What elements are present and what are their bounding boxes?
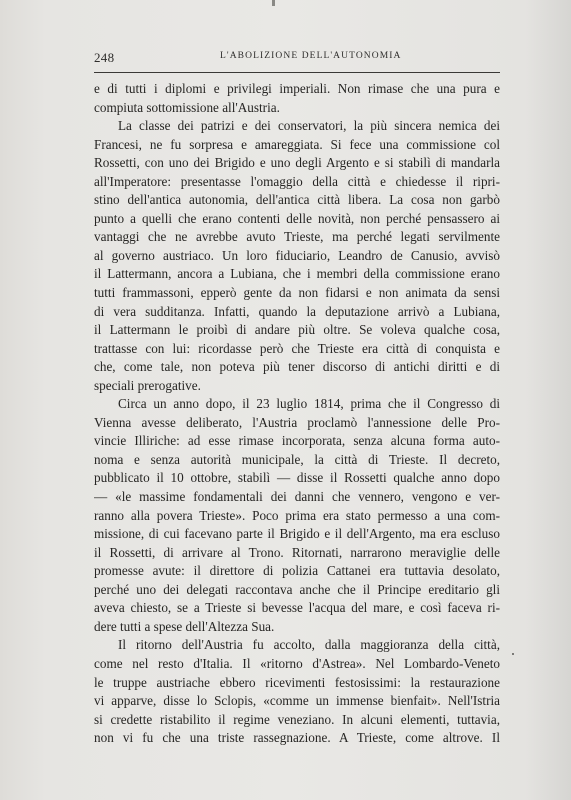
text-line: missione, di cui facevano parte il Brigido e il dell'Argento, ma era escluso <box>94 526 500 542</box>
text-line: — «le massime fondamentali dei danni che vennero, vengono e ver- <box>94 489 500 505</box>
scan-mark <box>272 0 275 6</box>
text-line: ranno alla povera Trieste». Poco prima era stato permesso a una com- <box>94 507 500 523</box>
text-line: tutti frammassoni, epperò gente da non fidarsi e non animata da sensi <box>94 285 500 301</box>
text-line: che, come tale, non poteva più tener discorso di antichi diritti e di <box>94 359 500 375</box>
text-line: noma e senza autorità municipale, la città di Trieste. Il decreto, <box>94 451 500 467</box>
header-rule <box>94 72 500 73</box>
text-line: punto a quelli che erano contenti delle novità, non perché pensassero ai <box>94 210 500 226</box>
text-line: Vienna avesse deliberato, l'Austria proclamò l'annessione delle Pro- <box>94 414 500 430</box>
text-line: vantaggi che ne avrebbe avuto Trieste, ma perché legati servilmente <box>94 229 500 245</box>
text-line: vincie Illiriche: ad esse rimase incorporata, senza alcuna forma auto- <box>94 433 500 449</box>
body-text <box>94 80 500 748</box>
text-line: come nel resto d'Italia. Il «ritorno d'Astrea». Nel Lombardo-Veneto <box>94 655 500 671</box>
text-line: all'Imperatore: presentasse l'omaggio della città e chiedesse il ripri- <box>94 173 500 189</box>
scan-speck <box>512 653 514 655</box>
text-line: perché uno dei delegati raccontava anche che il Principe ereditario gli <box>94 581 500 597</box>
text-line: al governo austriaco. Un loro fiduciario, Leandro de Canusio, avvisò <box>94 247 500 263</box>
text-line: il Rossetti, di arrivare al Trono. Ritornati, narrarono meraviglie delle <box>94 544 500 560</box>
text-line: Circa un anno dopo, il 23 luglio 1814, prima che il Congresso di <box>118 396 500 412</box>
running-title: L'ABOLIZIONE DELL'AUTONOMIA <box>220 51 402 61</box>
text-line: trattasse con lui: ricordasse però che Trieste era città di conquista e <box>94 340 500 356</box>
text-line: il Lattermann, ancora a Lubiana, che i membri della commissione erano <box>94 266 500 282</box>
page-header <box>94 48 500 68</box>
text-line: La classe dei patrizi e dei conservatori, la più sincera nemica dei <box>118 118 500 134</box>
page-number: 248 <box>94 50 115 65</box>
text-line: il Lattermann le proibì di andare più oltre. Se voleva qualche cosa, <box>94 322 500 338</box>
text-line: Il ritorno dell'Austria fu accolto, dalla maggioranza della città, <box>118 637 500 653</box>
text-line: pubblicato il 10 ottobre, stabilì — disse il Rossetti qualche anno dopo <box>94 470 500 486</box>
text-line: dere tutti a spese dell'Altezza Sua. <box>94 618 275 634</box>
text-line: di vera sudditanza. Infatti, quando la deputazione arrivò a Lubiana, <box>94 303 500 319</box>
text-line: si credette ristabilito il regime veneziano. In alcuni elementi, tuttavia, <box>94 711 500 727</box>
text-line: speciali prerogative. <box>94 377 201 393</box>
text-line: stino dell'antica autonomia, dell'antica città libera. La cosa non garbò <box>94 192 500 208</box>
text-line: aveva chiesto, se a Trieste si bevesse l'acqua del mare, e così faceva ri- <box>94 600 500 616</box>
text-line: compiuta sottomissione all'Austria. <box>94 99 280 115</box>
text-line: vi apparve, disse lo Sclopis, «comme un immense bienfait». Nell'Istria <box>94 693 500 709</box>
text-line: Francesi, ne fu sorpresa e amareggiata. Si fece una commissione col <box>94 136 500 152</box>
text-line: e di tutti i diplomi e privilegi imperiali. Non rimase che una pura e <box>94 81 500 96</box>
text-line: le truppe austriache ebbero ricevimenti festosissimi: la restaurazione <box>94 674 500 690</box>
text-line: Rossetti, con uno dei Brigido e uno degli Argento e si stabilì di mandarla <box>94 155 500 171</box>
text-line: non vi fu che una triste rassegnazione. A Trieste, come altrove. Il <box>94 730 500 746</box>
text-line: promesse avute: il direttore di polizia Cattanei era tuttavia desolato, <box>94 563 500 579</box>
